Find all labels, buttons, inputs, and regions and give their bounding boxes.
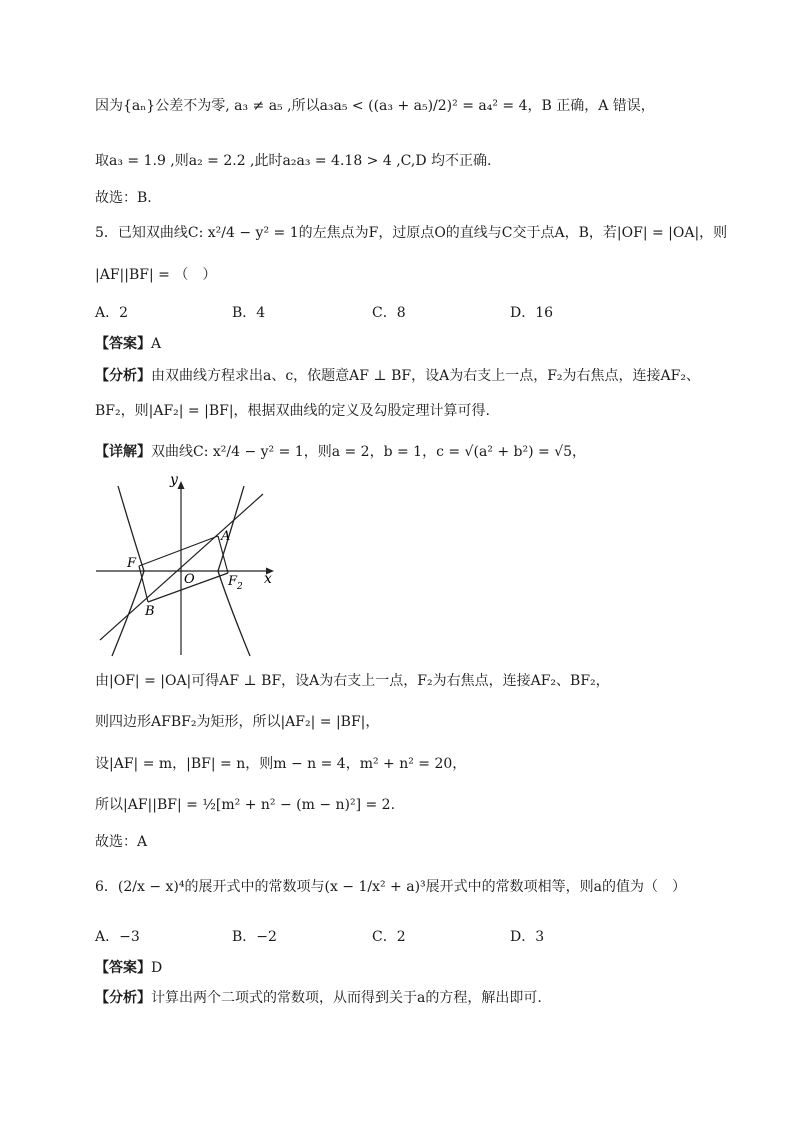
question-6-stem: 6．(2/x − x)⁴的展开式中的常数项与(x − 1/x² + a)³展开式中的常数项相等，则a的值为（ ） (95, 879, 687, 895)
label-x: x (264, 571, 272, 587)
analysis-6 (95, 987, 542, 1009)
text-line-1: 因为{aₙ}公差不为零, a₃ ≠ a₅ ,所以a₃a₅ < ((a₃ + a₅)/2)² = a₄² = 4，B 正确，A 错误， (95, 98, 655, 114)
detail-tag: 【详解】 (95, 444, 151, 460)
option-d: D．3 (510, 929, 545, 945)
analysis-tag: 【分析】 (95, 368, 151, 384)
solution-line-3: 设|AF| = m，|BF| = n，则m − n = 4，m² + n² = 20， (95, 756, 467, 772)
question-5-stem: 5．已知双曲线C: x²/4 − y² = 1的左焦点为F，过原点O的直线与C交于点A，B，若|OF| = |OA|，则 (95, 225, 728, 241)
answer-5 (95, 333, 161, 355)
label-A: A (221, 529, 231, 544)
analysis-5-cont: BF₂，则|AF₂| = |BF|，根据双曲线的定义及勾股定理计算可得. (95, 403, 490, 419)
option-c: C．8 (372, 305, 406, 321)
answer-6 (95, 957, 162, 979)
hyperbola-figure (92, 472, 282, 662)
question-5-stem-cont: |AF||BF| = （ ） (95, 267, 217, 283)
option-d: D．16 (510, 305, 554, 321)
solution-line-1: 由|OF| = |OA|可得AF ⊥ BF，设A为右支上一点，F₂为右焦点，连接AF₂、BF₂， (95, 673, 610, 689)
answer-tag: 【答案】 (95, 336, 151, 352)
analysis-text: 计算出两个二项式的常数项，从而得到关于a的方程，解出即可. (151, 990, 542, 1006)
option-b: B．4 (232, 305, 266, 321)
label-y: y (170, 472, 178, 488)
label-O: O (184, 572, 195, 587)
y-axis-arrow (178, 481, 185, 489)
segment-FA (139, 536, 218, 566)
label-F2-sub: 2 (237, 582, 243, 592)
label-F2 (227, 574, 243, 592)
detail-5 (95, 441, 586, 463)
label-F2-main: F (228, 574, 238, 589)
option-a: A．2 (95, 305, 129, 321)
answer-value: A (151, 336, 162, 352)
solution-line-5: 故选：A (95, 834, 148, 850)
text-line-3: 故选：B. (95, 190, 152, 206)
solution-line-2: 则四边形AFBF₂为矩形，所以|AF₂| = |BF|， (95, 714, 380, 730)
analysis-tag: 【分析】 (95, 990, 151, 1006)
solution-line-4: 所以|AF||BF| = ½[m² + n² − (m − n)²] = 2. (95, 797, 396, 813)
label-F: F (127, 556, 137, 571)
detail-text: 双曲线C: x²/4 − y² = 1，则a = 2，b = 1，c = √(a² + b²) = √5， (151, 444, 587, 460)
analysis-5 (95, 365, 700, 387)
option-c: C．2 (372, 929, 406, 945)
option-a: A．−3 (95, 929, 140, 945)
label-B: B (145, 604, 155, 619)
text-line-2: 取a₃ = 1.9 ,则a₂ = 2.2 ,此时a₂a₃ = 4.18 > 4 ,C,D 均不正确. (95, 153, 492, 169)
analysis-text: 由双曲线方程求出a、c，依题意AF ⊥ BF，设A为右支上一点，F₂为右焦点，连接AF₂、 (151, 368, 700, 384)
answer-tag: 【答案】 (95, 960, 151, 976)
option-b: B．−2 (232, 929, 277, 945)
answer-value: D (151, 960, 163, 976)
